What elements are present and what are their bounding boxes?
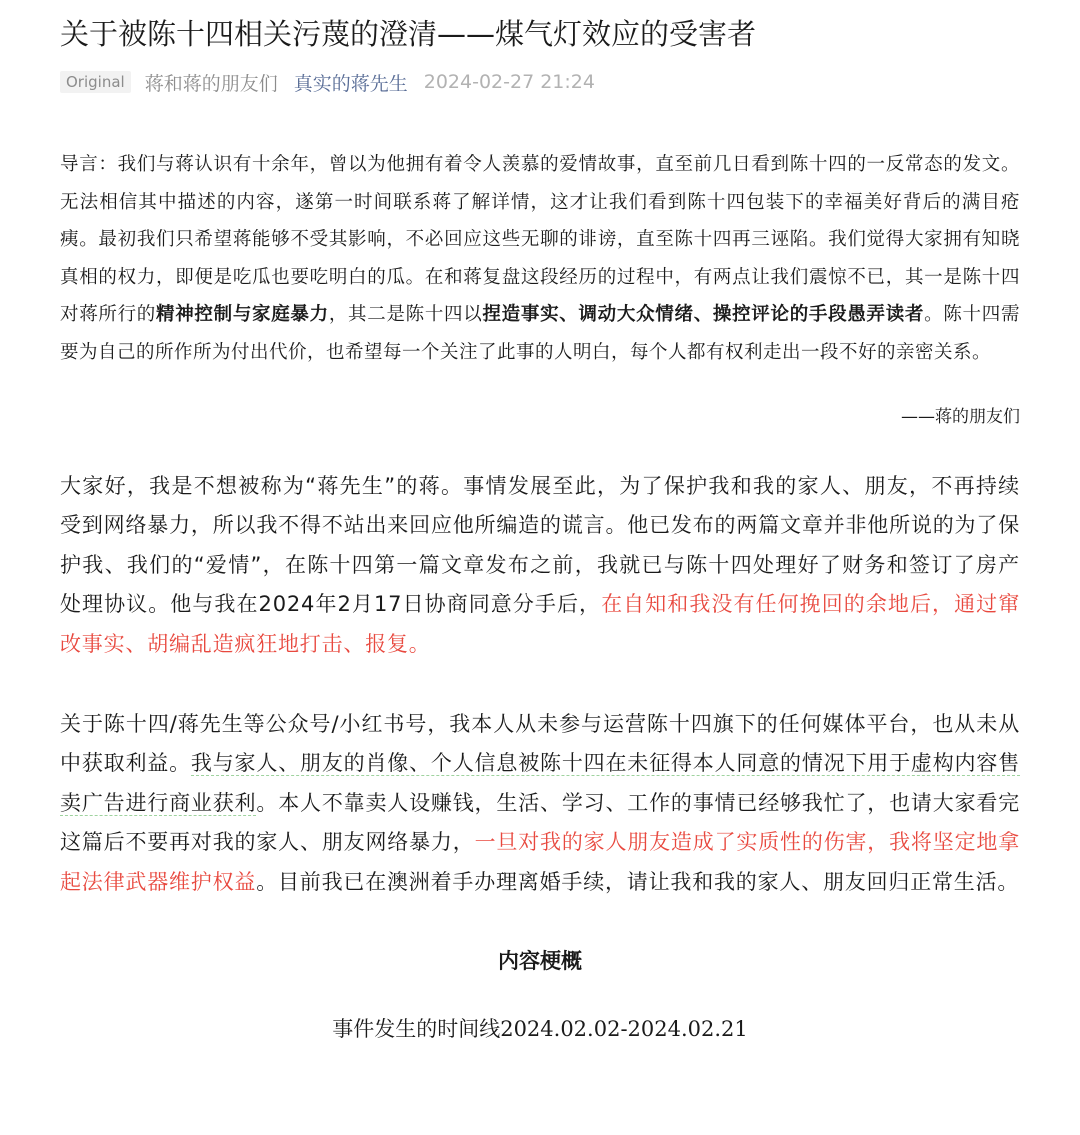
body-paragraph-2 — [60, 705, 1020, 903]
intro-bold-1: 精神控制与家庭暴力 — [156, 304, 329, 326]
intro-signature: ——蒋的朋友们 — [901, 406, 1020, 427]
intro-bold-2: 捏造事实、调动大众情绪、操控评论的手段愚弄读者 — [482, 304, 925, 326]
article-title: 关于被陈十四相关污蔑的澄清——煤气灯效应的受害者 — [60, 17, 757, 51]
timeline-caption: 事件发生的时间线2024.02.02-2024.02.21 — [332, 1016, 748, 1041]
p2-dashed-text: 我与家人、朋友的肖像、个人信息被陈十四在未征得本人同意的情况下用于虚构内容售卖广告进行商业获利 — [60, 751, 1020, 815]
article-meta — [60, 68, 1020, 96]
p2-highlight: 一旦对我的家人朋友造成了实质性的伤害，我将坚定地拿起法律武器维护权益 — [60, 830, 1021, 894]
p2-text-2: 。本人不靠卖人设赚钱，生活、学习、工作的事情已经够我忙了，也请大家看完这篇后不要再对我的家人、朋友网络暴力， — [60, 790, 1021, 855]
author-name-link[interactable]: 真实的蒋先生 — [293, 72, 408, 95]
section-heading: 内容梗概 — [498, 948, 582, 973]
intro-text-2: ，其二是陈十四以 — [328, 304, 483, 326]
p2-text-3: 。目前我已在澳洲着手办理离婚手续，请让我和我的家人、朋友回归正常生活。 — [256, 869, 1020, 894]
body-paragraph-1 — [60, 467, 1020, 665]
intro-text-1: 导言：我们与蒋认识有十余年，曾以为他拥有着令人羡慕的爱情故事，直至前几日看到陈十四的一反常态的发文。无法相信其中描述的内容，遂第一时间联系蒋了解详情，这才让我们看到陈十四包装下的幸福美好背后的满目疮痍。最初我们只希望蒋能够不受其影响，不必回应这些无聊的诽谤，直至陈十四再三诬陷。我们觉得大家拥有知晓真相的权力，即便是吃瓜也要吃明白的瓜。在和蒋复盘这段经历的过程中，有两点让我们震惊不已，其一是陈十四对蒋所行的 — [60, 154, 1020, 326]
publish-time: 2024-02-27 21:24 — [423, 71, 595, 93]
p2-text-1: 关于陈十四/蒋先生等公众号/小红书号，我本人从未参与运营陈十四旗下的任何媒体平台，也从未从中获取利益。 — [60, 711, 1020, 776]
p1-text: 大家好，我是不想被称为“蒋先生”的蒋。事情发展至此，为了保护我和我的家人、朋友，不再持续受到网络暴力，所以我不得不站出来回应他所编造的谎言。他已发布的两篇文章并非他所说的为了保护我、我们的“爱情”，在陈十四第一篇文章发布之前，我就已与陈十四处理好了财务和签订了房产处理协议。他与我在2024年2月17日协商同意分手后， — [60, 473, 1020, 617]
intro-paragraph — [60, 146, 1020, 372]
intro-text-3: 。陈十四需要为自己的所作所为付出代价，也希望每一个关注了此事的人明白，每个人都有权利走出一段不好的亲密关系。 — [60, 304, 1020, 363]
account-name-link[interactable]: 蒋和蒋的朋友们 — [144, 72, 278, 95]
original-tag: Original — [60, 71, 131, 93]
p1-highlight: 在自知和我没有任何挽回的余地后，通过窜改事实、胡编乱造疯狂地打击、报复。 — [60, 592, 1021, 656]
